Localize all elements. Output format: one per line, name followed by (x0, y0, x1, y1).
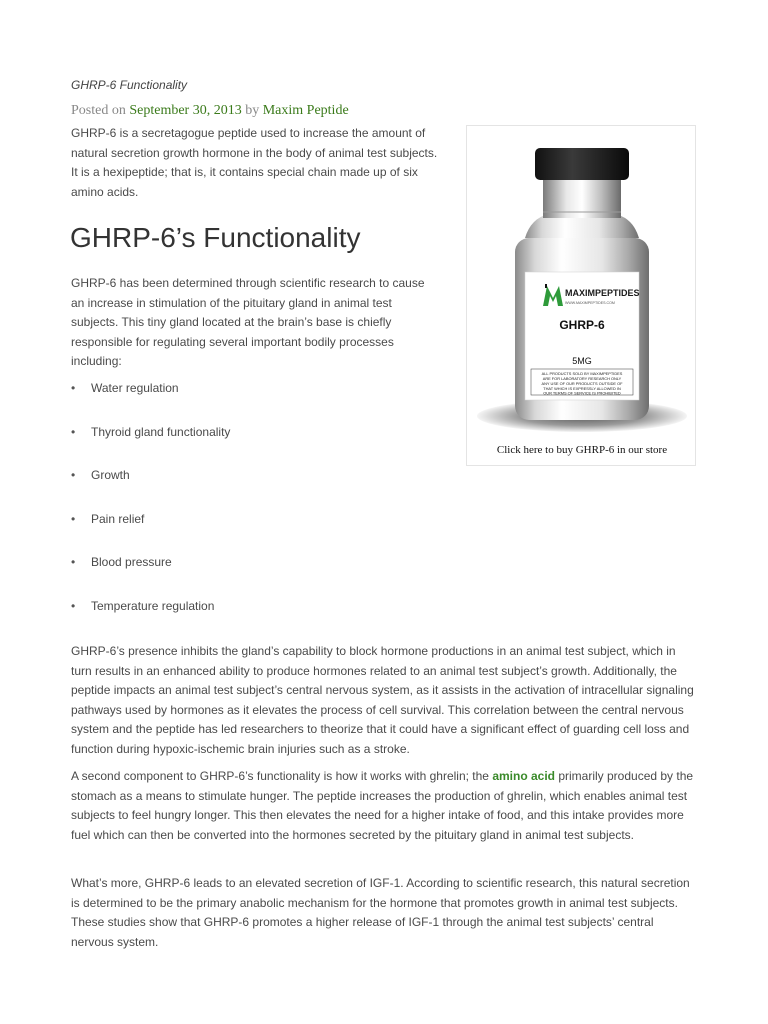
disclaimer-line: THAT WHICH IS EXPRESSLY ALLOWED IN (543, 386, 621, 391)
author-link[interactable]: Maxim Peptide (262, 103, 349, 118)
post-date-link[interactable]: September 30, 2013 (129, 103, 242, 118)
product-name: GHRP-6 (559, 318, 605, 332)
vial-disclaimer (531, 369, 633, 396)
disclaimer-line: ANY USE OF OUR PRODUCTS OUTSIDE OF (541, 381, 623, 386)
body-paragraph-4: What’s more, GHRP-6 leads to an elevated secretion of IGF-1. According to scientific research, this natural secretion is determined to be the primary anabolic mechanism for the hormone that promotes growth in animal test subjects. These studies show that GHRP-6 promotes a higher release of IGF-1 through the animal test subjects’ central nervous system. (71, 876, 690, 949)
product-image-link[interactable] (466, 125, 696, 466)
bullet-icon: • (71, 598, 76, 613)
list-item: • Growth (71, 468, 130, 483)
body-paragraph-3: A second component to GHRP-6’s functionality is how it works with ghrelin; the amino acid primarily produced by the stomach as a means to stimulate hunger. The peptide increases the production of ghrelin, which enables animal test subjects to feel hungry longer. This then elevates the need for a higher intake of food, and this intake provides more fuel which can then be converted into the hormones secreted by the pituitary gland in animal test subjects. (71, 769, 694, 842)
process-list (71, 380, 230, 642)
amino-acid-link[interactable]: amino acid (492, 769, 555, 783)
posted-by-label: by (245, 103, 260, 118)
brand-url: WWW.MAXIMPEPTIDES.COM (565, 301, 615, 305)
vial-cap (535, 148, 629, 180)
disclaimer-line: OUR TERMS OF SERVICE IS PROHIBITED (543, 390, 621, 396)
list-item: • Temperature regulation (71, 598, 215, 613)
product-vial-image (467, 126, 697, 467)
product-dose: 5MG (572, 356, 592, 366)
bullet-icon: • (71, 381, 76, 395)
list-item: • Thyroid gland functionality (71, 424, 231, 439)
posted-on-label: Posted on (71, 103, 126, 118)
product-caption-link[interactable]: Click here to buy GHRP-6 in our store (496, 444, 668, 456)
body-paragraph-2: GHRP-6’s presence inhibits the gland’s capability to block hormone productions in an animal test subject, which in turn results in an enhanced ability to produce hormones related to an animal test subject’s growth. Additionally, the peptide impacts an animal test subject’s central nervous system, as it assists in the activation of intracellular signaling pathways used by hormones as it elevates the process of cell survival. This correlation between the central nervous system and the peptide has led researchers to theorize that it could have a significant effect of guarding cell loss and function during hypoxic-ischemic brain injuries such as a stroke. (71, 644, 694, 756)
bullet-icon: • (71, 424, 76, 439)
document-title: GHRP-6 Functionality (71, 78, 188, 92)
disclaimer-line: ALL PRODUCTS SOLD BY MAXIMPEPTIDES (541, 371, 623, 376)
list-item: • Water regulation (71, 381, 179, 395)
disclaimer-line: ARE FOR LABORATORY RESEARCH ONLY (542, 376, 622, 381)
post-meta (71, 103, 349, 119)
list-item: • Pain relief (71, 511, 145, 526)
bullet-icon: • (71, 511, 76, 526)
bullet-icon: • (71, 555, 76, 570)
section-heading: GHRP-6’s Functionality (70, 222, 361, 253)
brand-name: MAXIMPEPTIDES (565, 288, 640, 298)
intro-paragraph: GHRP-6 is a secretagogue peptide used to increase the amount of natural secretion growth hormone in the body of animal test subjects. It is a hexipeptide; that is, it contains special chain made up of six amino acids. (71, 126, 438, 199)
list-item: • Blood pressure (71, 555, 172, 570)
bullet-icon: • (71, 468, 76, 483)
body-paragraph-1: GHRP-6 has been determined through scientific research to cause an increase in stimulation of the pituitary gland in animal test subjects. This tiny gland located at the brain’s base is chiefly responsible for regulating several important bodily processes including: (71, 276, 425, 368)
